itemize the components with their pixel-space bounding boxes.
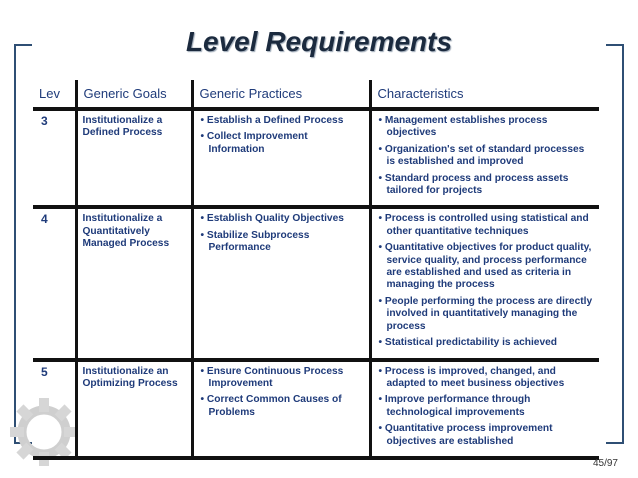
requirements-table (33, 80, 599, 450)
goal-cell: Institutionalize a Quantitatively Managed Process (76, 207, 192, 359)
characteristic-item: • People performing the process are directly involved in quantitatively managing the process (377, 296, 595, 333)
goal-cell: Institutionalize a Defined Process (76, 109, 192, 207)
characteristic-item: • Quantitative objectives for product quality, service quality, and process performance are established and used as criteria in managing the process (377, 242, 595, 292)
slide-title: Level Requirements (185, 26, 453, 57)
practice-item: • Correct Common Causes of Problems (199, 394, 364, 419)
header-characteristics: Characteristics (370, 80, 599, 109)
characteristic-item: • Process is improved, changed, and adapted to meet business objectives (377, 366, 595, 391)
header-generic-goals: Generic Goals (76, 80, 192, 109)
left-bracket-decoration (14, 44, 32, 444)
characteristics-cell (370, 207, 599, 359)
characteristic-item: • Quantitative process improvement objectives are established (377, 423, 595, 448)
page-number: 45/97 (592, 458, 618, 469)
characteristic-item: • Improve performance through technological improvements (377, 394, 595, 419)
table-row (33, 109, 599, 207)
characteristic-item: • Statistical predictability is achieved (377, 337, 595, 349)
practices-cell (192, 207, 370, 359)
goal-cell: Institutionalize an Optimizing Process (76, 360, 192, 458)
characteristic-item: • Standard process and process assets tailored for projects (377, 173, 595, 198)
right-bracket-decoration (606, 44, 624, 444)
practice-item: • Establish Quality Objectives (199, 213, 364, 225)
header-lev: Lev (33, 80, 76, 109)
practices-cell (192, 360, 370, 458)
characteristic-item: • Management establishes process objectives (377, 115, 595, 140)
header-generic-practices: Generic Practices (192, 80, 370, 109)
level-cell: 3 (33, 109, 76, 207)
table-row (33, 360, 599, 458)
table-header-row (33, 80, 599, 109)
practice-item: • Collect Improvement Information (199, 131, 364, 156)
practice-item: • Establish a Defined Process (199, 115, 364, 127)
characteristic-item: • Organization's set of standard processes is established and improved (377, 144, 595, 169)
level-cell: 5 (33, 360, 76, 458)
level-cell: 4 (33, 207, 76, 359)
practice-item: • Stabilize Subprocess Performance (199, 230, 364, 255)
characteristics-cell (370, 109, 599, 207)
characteristics-cell (370, 360, 599, 458)
table-row (33, 207, 599, 359)
practices-cell (192, 109, 370, 207)
characteristic-item: • Process is controlled using statistical and other quantitative techniques (377, 213, 595, 238)
practice-item: • Ensure Continuous Process Improvement (199, 366, 364, 391)
